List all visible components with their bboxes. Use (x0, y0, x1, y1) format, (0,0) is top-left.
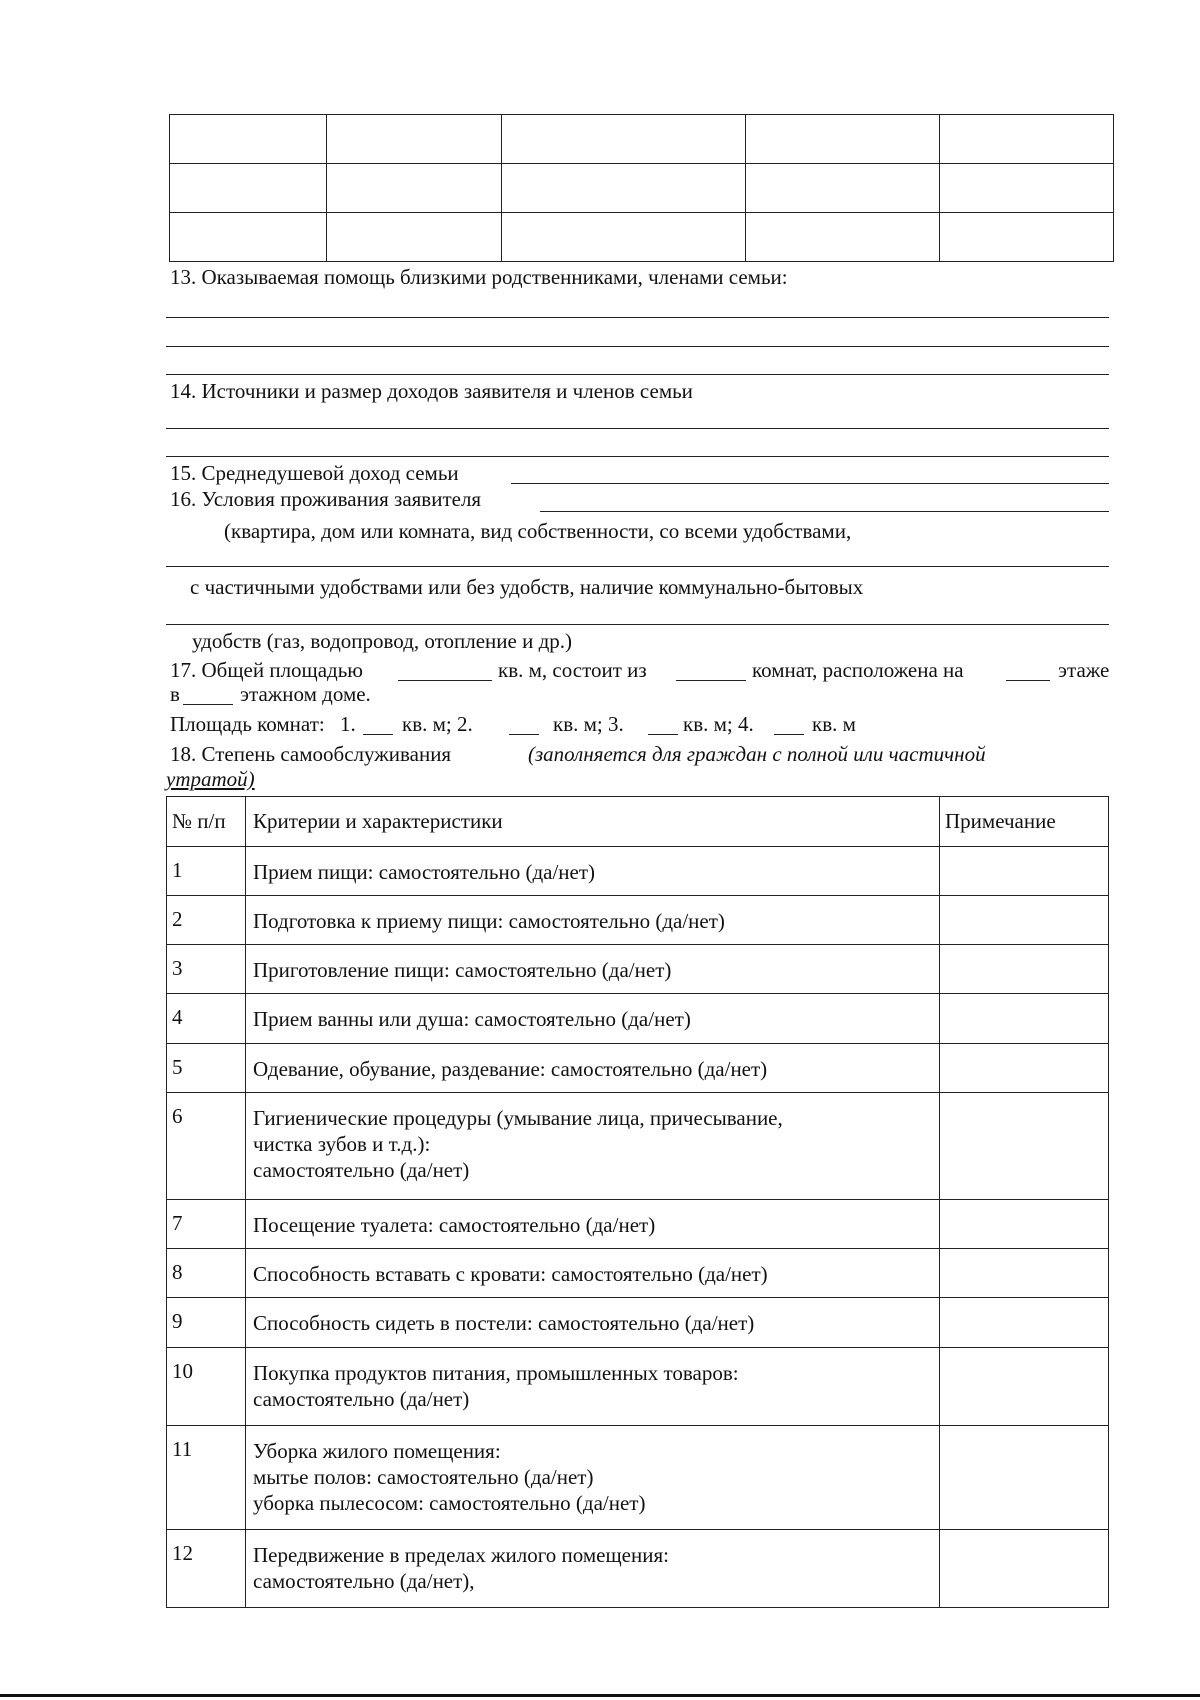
fill-line[interactable] (166, 374, 1109, 375)
table-header-row (167, 797, 1109, 847)
rooms-area-text: 1. (340, 712, 356, 736)
table-cell[interactable] (502, 213, 746, 262)
row-note-cell[interactable] (940, 1249, 1109, 1298)
section-16-label: 16. Условия проживания заявителя (170, 487, 482, 511)
rooms-area-text: кв. м; 3. (553, 712, 624, 736)
criteria-text: уборка пылесосом: самостоятельно (да/нет) (253, 1491, 646, 1515)
criteria-text: самостоятельно (да/нет) (253, 1387, 470, 1411)
row-number: 1 (167, 847, 246, 896)
table-row (170, 164, 1114, 213)
table-row (167, 994, 1109, 1044)
room-4-area-field[interactable] (774, 734, 804, 735)
row-criteria (246, 994, 940, 1044)
row-number: 2 (167, 896, 246, 945)
row-note-cell[interactable] (940, 1348, 1109, 1426)
rooms-count-field[interactable] (676, 680, 746, 681)
self-care-table (166, 796, 1109, 1608)
rooms-area-text: кв. м; 2. (402, 712, 473, 736)
section-14-label: 14. Источники и размер доходов заявителя и членов семьи (170, 379, 693, 403)
row-note-cell[interactable] (940, 1298, 1109, 1348)
building-floors-field[interactable] (183, 704, 233, 705)
row-criteria (246, 1044, 940, 1093)
criteria-text: самостоятельно (да/нет) (253, 1158, 470, 1182)
table-cell[interactable] (502, 115, 746, 164)
page-bottom-edge (0, 1694, 1200, 1697)
section-17-text: кв. м, состоит из (498, 658, 647, 682)
room-2-area-field[interactable] (509, 734, 539, 735)
table-cell[interactable] (170, 115, 327, 164)
row-number: 11 (167, 1426, 246, 1530)
row-number: 12 (167, 1530, 246, 1608)
fill-line[interactable] (166, 317, 1109, 318)
row-note-cell[interactable] (940, 847, 1109, 896)
row-criteria (246, 896, 940, 945)
table-cell[interactable] (940, 115, 1114, 164)
section-17-text: в (170, 682, 180, 706)
room-3-area-field[interactable] (648, 734, 678, 735)
section-16-note: удобств (газ, водопровод, отопление и др.) (192, 629, 572, 653)
row-number: 8 (167, 1249, 246, 1298)
section-16-note: с частичными удобствами или без удобств, наличие коммунально-бытовых (190, 575, 864, 599)
criteria-text: Гигиенические процедуры (умывание лица, причесывание, (253, 1106, 783, 1130)
table-cell[interactable] (170, 213, 327, 262)
table-cell[interactable] (746, 115, 940, 164)
row-criteria (246, 1249, 940, 1298)
rooms-area-text: кв. м (812, 712, 856, 736)
criteria-text: Приготовление пищи: самостоятельно (да/нет) (253, 958, 672, 982)
criteria-text: мытье полов: самостоятельно (да/нет) (253, 1465, 594, 1489)
living-conditions-field[interactable] (540, 511, 1109, 512)
total-area-field[interactable] (398, 680, 492, 681)
criteria-text: Уборка жилого помещения: (253, 1439, 501, 1463)
row-criteria (246, 1298, 940, 1348)
criteria-text: Посещение туалета: самостоятельно (да/нет) (253, 1213, 656, 1237)
header-note: Примечание (940, 797, 1109, 847)
criteria-text: Подготовка к приему пищи: самостоятельно (да/нет) (253, 909, 725, 933)
table-cell[interactable] (502, 164, 746, 213)
table-cell[interactable] (940, 164, 1114, 213)
row-number: 6 (167, 1093, 246, 1200)
table-cell[interactable] (327, 213, 502, 262)
fill-line[interactable] (166, 428, 1109, 429)
criteria-text: Способность вставать с кровати: самостоятельно (да/нет) (253, 1262, 768, 1286)
table-row (167, 945, 1109, 994)
fill-line[interactable] (166, 624, 1109, 625)
row-note-cell[interactable] (940, 994, 1109, 1044)
row-criteria (246, 1093, 940, 1200)
table-row (167, 1200, 1109, 1249)
continued-table (169, 114, 1114, 262)
table-row (170, 213, 1114, 262)
row-number: 3 (167, 945, 246, 994)
row-note-cell[interactable] (940, 1530, 1109, 1608)
criteria-text: чистка зубов и т.д.): (253, 1132, 431, 1156)
section-17-text: этажном доме. (240, 682, 371, 706)
row-note-cell[interactable] (940, 1093, 1109, 1200)
table-row (167, 1348, 1109, 1426)
row-criteria (246, 847, 940, 896)
row-number: 4 (167, 994, 246, 1044)
fill-line[interactable] (166, 456, 1109, 457)
criteria-text: Прием пищи: самостоятельно (да/нет) (253, 860, 596, 884)
fill-line[interactable] (166, 346, 1109, 347)
table-cell[interactable] (746, 213, 940, 262)
row-number: 5 (167, 1044, 246, 1093)
section-17-text: этаже (1058, 658, 1110, 682)
table-row (167, 1530, 1109, 1608)
row-criteria (246, 1348, 940, 1426)
row-note-cell[interactable] (940, 1200, 1109, 1249)
criteria-text: Способность сидеть в постели: самостоятельно (да/нет) (253, 1311, 755, 1335)
table-row (167, 1298, 1109, 1348)
table-row (167, 896, 1109, 945)
row-note-cell[interactable] (940, 896, 1109, 945)
table-cell[interactable] (327, 164, 502, 213)
criteria-text: Покупка продуктов питания, промышленных товаров: (253, 1361, 739, 1385)
rooms-area-text: кв. м; 4. (683, 712, 754, 736)
row-criteria (246, 1200, 940, 1249)
table-row (170, 115, 1114, 164)
table-cell[interactable] (746, 164, 940, 213)
table-row (167, 1249, 1109, 1298)
table-row (167, 1426, 1109, 1530)
row-number: 10 (167, 1348, 246, 1426)
criteria-text: Передвижение в пределах жилого помещения: (253, 1543, 669, 1567)
header-number: № п/п (167, 797, 246, 847)
section-13-label: 13. Оказываемая помощь близкими родственниками, членами семьи: (170, 265, 788, 289)
criteria-text: Одевание, обувание, раздевание: самостоятельно (да/нет) (253, 1057, 768, 1081)
room-1-area-field[interactable] (363, 734, 393, 735)
table-row (167, 1093, 1109, 1200)
average-income-field[interactable] (511, 483, 1109, 484)
row-note-cell[interactable] (940, 945, 1109, 994)
section-17-label: 17. Общей площадью (170, 658, 363, 682)
section-15-label: 15. Среднедушевой доход семьи (170, 461, 459, 485)
section-18-note: (заполняется для граждан с полной или частичной (528, 742, 986, 766)
rooms-area-label: Площадь комнат: (170, 712, 325, 736)
section-18-note: утратой) (166, 767, 255, 791)
table-row (167, 847, 1109, 896)
section-17-text: комнат, расположена на (752, 658, 964, 682)
row-criteria (246, 945, 940, 994)
section-16-note: (квартира, дом или комната, вид собственности, со всеми удобствами, (224, 519, 852, 543)
row-criteria (246, 1426, 940, 1530)
fill-line[interactable] (166, 566, 1109, 567)
table-cell[interactable] (940, 213, 1114, 262)
row-criteria (246, 1530, 940, 1608)
row-note-cell[interactable] (940, 1044, 1109, 1093)
header-criteria: Критерии и характеристики (246, 797, 940, 847)
row-number: 9 (167, 1298, 246, 1348)
criteria-text: Прием ванны или душа: самостоятельно (да/нет) (253, 1007, 691, 1031)
table-cell[interactable] (327, 115, 502, 164)
row-note-cell[interactable] (940, 1426, 1109, 1530)
row-number: 7 (167, 1200, 246, 1249)
section-18-label: 18. Степень самообслуживания (170, 742, 452, 766)
floor-field[interactable] (1006, 680, 1050, 681)
table-row (167, 1044, 1109, 1093)
table-cell[interactable] (170, 164, 327, 213)
criteria-text: самостоятельно (да/нет), (253, 1569, 475, 1593)
